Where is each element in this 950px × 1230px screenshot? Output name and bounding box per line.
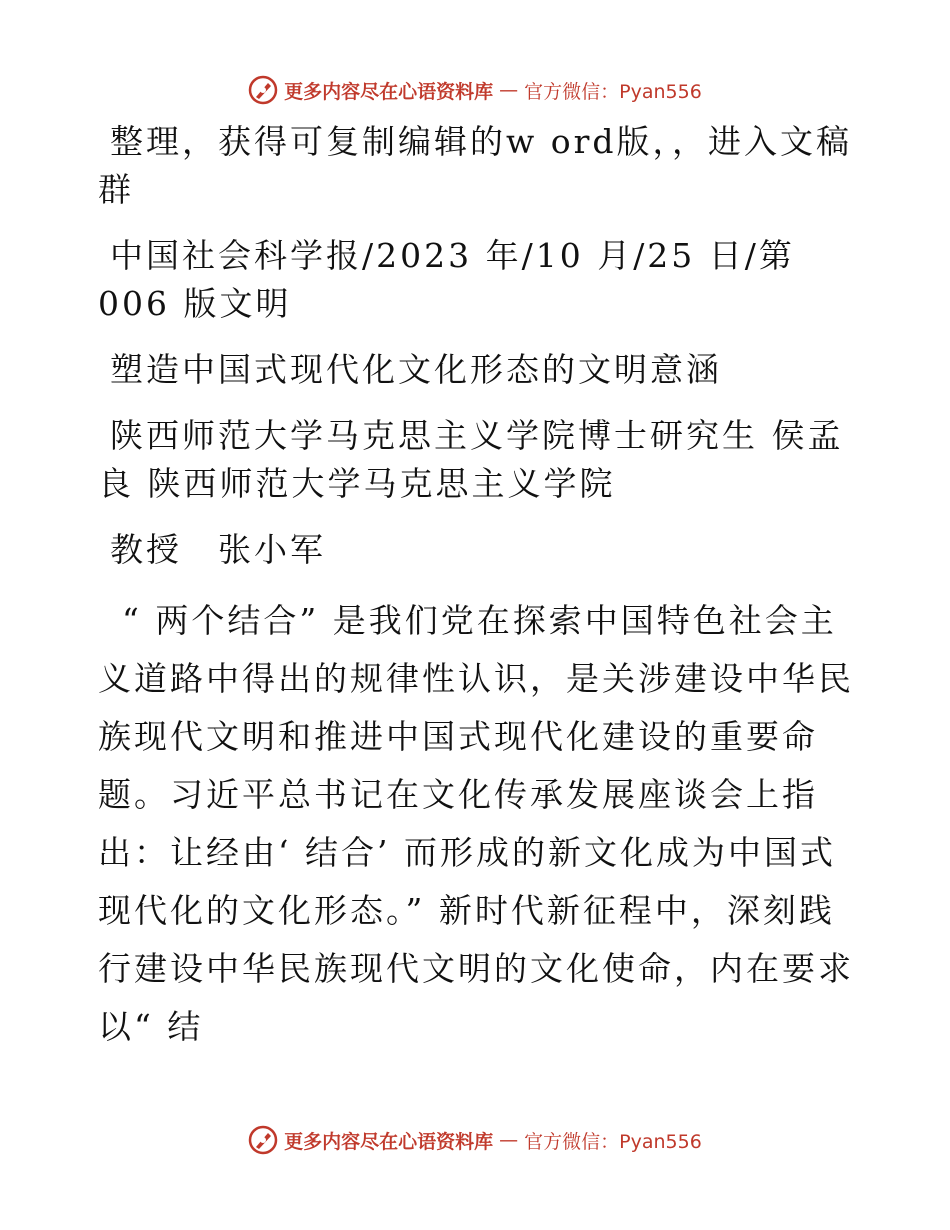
intro-line: 整理，获得可复制编辑的w ord版，，进入文稿群	[98, 122, 853, 209]
watermark-brand: 更多内容尽在心语资料库	[284, 1130, 494, 1153]
watermark-separator: —	[499, 79, 519, 101]
watermark-banner-top	[0, 70, 950, 110]
author-line: 陕西师范大学马克思主义学院博士研究生 侯孟良 陕西师范大学马克思主义学院	[98, 416, 844, 503]
body-paragraph: “ 两个结合” 是我们党在探索中国特色社会主义道路中得出的规律性认识，是关涉建设中华民族现代文明和推进中国式现代化建设的重要命题。习近平总书记在文化传承发展座谈会上指出：让经由‘ 结合’ 而形成的新文化成为中国式现代化的文化形态。” 新时代新征程中，深刻践行建设中华民族现代文明的文化使命，内在要求以“ 结	[98, 601, 854, 1046]
watermark-contact: 官方微信：Pyan556	[524, 1130, 702, 1153]
pen-circle-logo-icon	[248, 1125, 278, 1155]
author-line-2: 教授 张小军	[110, 530, 326, 569]
article-title: 塑造中国式现代化文化形态的文明意涵	[110, 350, 722, 389]
source-line: 中国社会科学报/2023 年/10 月/25 日/第 006 版文明	[98, 236, 795, 323]
watermark-separator: —	[499, 1129, 519, 1151]
watermark-banner-bottom	[0, 1120, 950, 1160]
pen-circle-logo-icon	[248, 75, 278, 105]
watermark-contact: 官方微信：Pyan556	[524, 80, 702, 103]
document-content	[98, 118, 858, 1056]
watermark-brand: 更多内容尽在心语资料库	[284, 80, 494, 103]
